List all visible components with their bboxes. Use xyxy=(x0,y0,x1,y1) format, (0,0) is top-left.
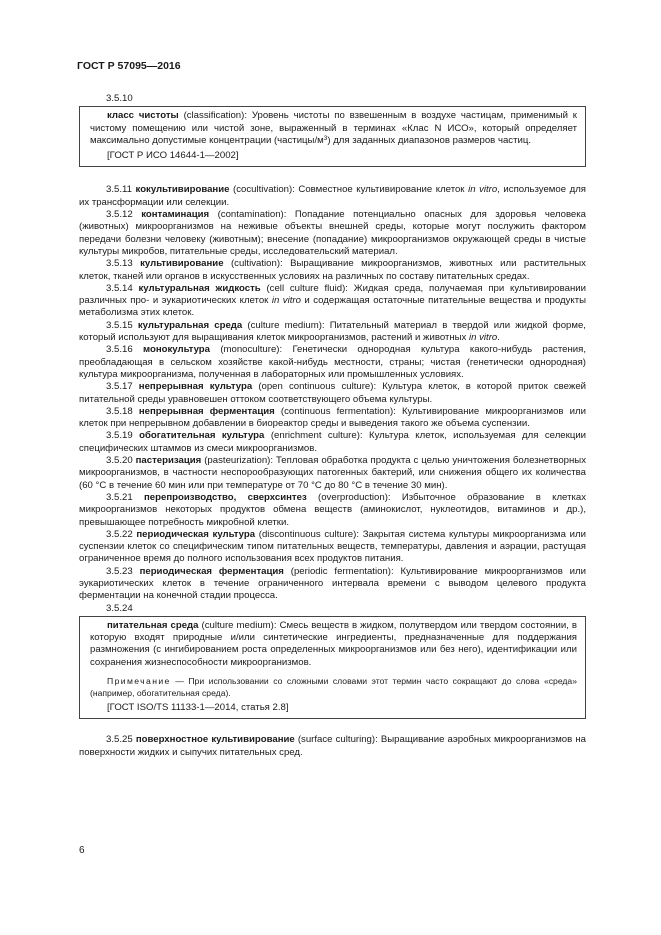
note-label: Примечание xyxy=(107,676,171,687)
term-entry-3-5-12: 3.5.12 контаминация (contamination): Попадание потенциально опасных для здоровья человека (животных) микроорганизмов на неживые объекты внешней среды, которые могут послужить фактором передачи болезни человеку (животным); внесение (попадание) микроорганизмов окружающей среды в чистые культуры микробов, питательные среды, исследовательский материал. xyxy=(79,209,587,257)
source-reference: [ГОСТ Р ИСО 14644-1—2002] xyxy=(107,150,239,162)
source-reference: [ГОСТ ISO/TS 11133-1—2014, статья 2.8] xyxy=(107,702,289,714)
term-entries-list xyxy=(79,184,586,614)
note-3-5-24: Примечание — При использовании со сложными словами этот термин часто сокращают до слова «среда» (например, обогатительная среда). xyxy=(90,676,577,699)
term-entry-3-5-16: 3.5.16 монокультура (monoculture): Генетически однородная культура какого-нибудь растения, преобладающая в сельском хозяйстве какой-нибудь местности, страны; чистая (генетически однородная) культура микроорганизма, полученная в лабораторных или промышленных условиях. xyxy=(79,344,586,380)
term-entry-3-5-19: 3.5.19 обогатительная культура (enrichment culture): Культура клеток, используемая для селекции специфических штаммов из смеси микроорганизмов. xyxy=(79,430,587,454)
term-box-3-5-10 xyxy=(79,106,586,167)
definition-3-5-24: питательная среда (culture medium): Смесь веществ в жидком, полутвердом или твердом состоянии, в которую входят природные и/или синтетические ингредиенты, предназначенные для поддержания размножения (с ингибированием роста определенных микроорганизмов или без него), идентификации или сохранения жизнеспособности микроорганизмов. xyxy=(90,619,577,668)
term-entry-3-5-15: 3.5.15 культуральная среда (culture medium): Питательный материал в твердой или жидкой форме, который используют для выращивания клеток микроорганизмов, растений и животных in vitro. xyxy=(79,319,586,344)
term-entry-3-5-22: 3.5.22 периодическая культура (discontinuous culture): Закрытая система культуры микроорганизма или суспензии клеток со специфическим типом питательных веществ, температуры, давления и аэрации, растущая ограниченное время до полного использования всех продуктов питания. xyxy=(79,528,586,565)
term-entry-3-5-21: 3.5.21 перепроизводство, сверхсинтез (overproduction): Избыточное образование в клетках микроорганизмов некоторых продуктов обмена веществ (аминокислот, нуклеотидов, витаминов и др.), превышающее потребность микробной клетки. xyxy=(79,491,587,528)
document-code-header: ГОСТ Р 57095—2016 xyxy=(77,60,181,72)
term-entry-3-5-18: 3.5.18 непрерывная ферментация (continuous fermentation): Культивирование микроорганизмов или клеток при непрерывном добавлении в биореактор среды и выведения такого же объема суспензии. xyxy=(79,405,586,430)
entry-number-3-5-24: 3.5.24 xyxy=(106,602,133,614)
entry-number-3-5-10: 3.5.10 xyxy=(106,93,133,104)
term-entry-3-5-14: 3.5.14 культуральная жидкость (cell culture fluid): Жидкая среда, получаемая при культивировании различных про- и эукариотических клеток in vitro и содержащая остаточные питательные вещества и продукты метаболизма этих клеток. xyxy=(79,282,586,319)
term-entry-3-5-11: 3.5.11 кокультивирование (cocultivation): Совместное культивирование клеток in vitro, используемое для их трансформации или селекции. xyxy=(79,184,586,208)
term-entry-3-5-23: 3.5.23 периодическая ферментация (periodic fermentation): Культивирование микроорганизмов или эукариотических клеток в течение ограниченного интервала времени с выводом целевого продукта ферментации на конечной стадии процесса. xyxy=(79,565,586,602)
definition-3-5-10: класс чистоты (classification): Уровень чистоты по взвешенным в воздухе частицам, применимый к чистому помещению или чистой зоне, выраженный в терминах «Клас N ИСО», который определяет максимально допустимые концентрации $(частицы/м^3)$ для заданных диапазонов размеров частиц. xyxy=(90,110,577,146)
term-entry-3-5-20: 3.5.20 пастеризация (pasteurization): Тепловая обработка продукта с целью уничтожения болезнетворных микроорганизмов, в частности неспорообразующих патогенных бактерий, или снижения общего их количества (60 °С в течение 60 мин или при температуре от 70 °С до 80 °С в течение 30 мин). xyxy=(79,455,586,491)
term-entry-3-5-17: 3.5.17 непрерывная культура (open continuous culture): Культура клеток, в которой приток свежей питательной среды уравновешен оттоком соответствующего объема культуры. xyxy=(79,381,587,405)
terms-section xyxy=(79,93,586,759)
term-entry-3-5-25: 3.5.25 поверхностное культивирование (surface culturing): Выращивание аэробных микроорганизмов на поверхности жидких и сыпучих питательных сред. xyxy=(79,734,586,758)
term-klass-chistoty: класс чистоты xyxy=(107,110,179,122)
term-box-3-5-24 xyxy=(79,616,586,719)
term-en: (classification) xyxy=(183,110,245,122)
page-number: 6 xyxy=(79,845,85,856)
term-entry-3-5-13: 3.5.13 культивирование (cultivation): Выращивание микроорганизмов, животных или растительных клеток, тканей или органов в искусственных условиях на различных по составу питательных средах. xyxy=(79,258,586,282)
